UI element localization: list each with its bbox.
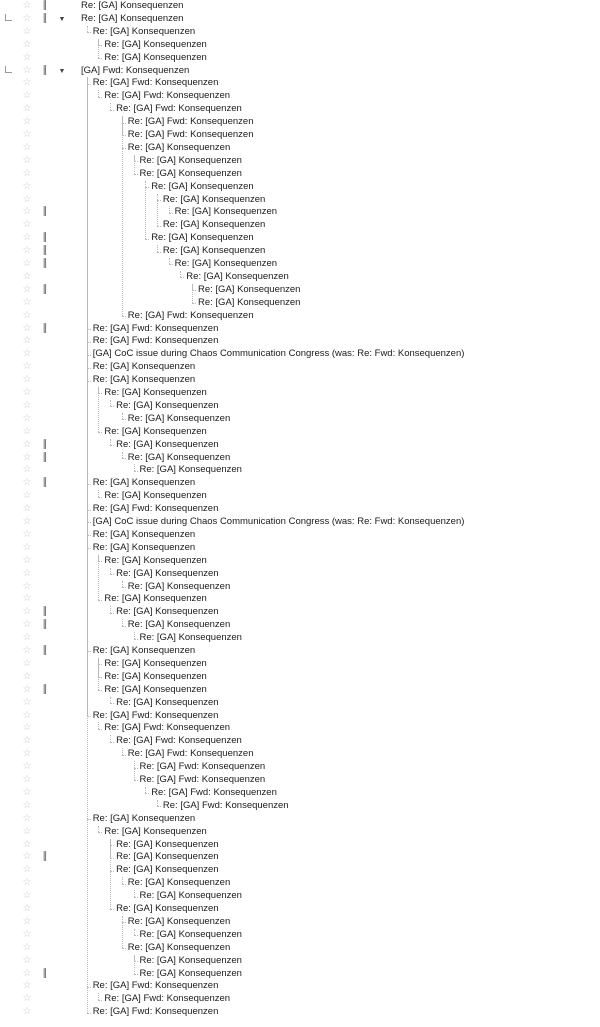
message-subject[interactable]: Re: [GA] Fwd: Konsequenzen bbox=[139, 761, 266, 773]
message-row[interactable] bbox=[0, 632, 600, 645]
thread-icon bbox=[5, 66, 12, 73]
tree-branch bbox=[180, 277, 184, 278]
message-subject[interactable]: Re: [GA] Konsequenzen bbox=[104, 554, 207, 566]
star-icon[interactable]: ☆ bbox=[22, 64, 32, 76]
tree-line bbox=[98, 658, 99, 690]
star-icon[interactable]: ☆ bbox=[22, 593, 32, 605]
tree-branch bbox=[110, 110, 114, 111]
message-row[interactable] bbox=[0, 761, 600, 774]
message-row[interactable] bbox=[0, 116, 600, 129]
star-icon[interactable]: ☆ bbox=[22, 335, 32, 347]
star-icon[interactable]: ☆ bbox=[22, 232, 32, 244]
message-row[interactable] bbox=[0, 142, 600, 155]
star-icon[interactable]: ☆ bbox=[22, 309, 32, 321]
message-subject[interactable]: Re: [GA] Konsequenzen bbox=[104, 683, 207, 695]
message-subject[interactable]: Re: [GA] Fwd: Konsequenzen bbox=[127, 116, 254, 128]
message-subject[interactable]: Re: [GA] Konsequenzen bbox=[174, 258, 278, 269]
star-icon[interactable]: ☆ bbox=[22, 799, 32, 811]
message-row[interactable] bbox=[0, 993, 600, 1006]
message-row[interactable] bbox=[0, 65, 600, 78]
message-row[interactable] bbox=[0, 890, 600, 903]
message-subject[interactable]: Re: [GA] Konsequenzen bbox=[116, 606, 219, 618]
star-icon[interactable]: ☆ bbox=[22, 903, 32, 914]
message-subject[interactable]: Re: [GA] Konsequenzen bbox=[116, 851, 219, 863]
message-subject[interactable]: Re: [GA] Konsequenzen bbox=[139, 167, 242, 179]
message-subject[interactable]: Re: [GA] Konsequenzen bbox=[104, 670, 207, 682]
star-icon[interactable]: ☆ bbox=[22, 516, 32, 527]
tree-branch bbox=[98, 58, 102, 59]
message-subject[interactable]: Re: [GA] Fwd: Konsequenzen bbox=[104, 993, 231, 1005]
tree-branch bbox=[122, 755, 126, 756]
message-subject[interactable]: Re: [GA] Konsequenzen bbox=[139, 632, 242, 644]
star-icon[interactable]: ☆ bbox=[22, 38, 32, 50]
star-icon[interactable]: ☆ bbox=[22, 180, 32, 192]
paperclip-icon: ∥ bbox=[42, 322, 48, 334]
message-row[interactable] bbox=[0, 426, 600, 439]
message-subject[interactable]: Re: [GA] Fwd: Konsequenzen bbox=[162, 799, 289, 811]
star-icon[interactable]: ☆ bbox=[22, 477, 32, 489]
message-row[interactable] bbox=[0, 942, 600, 955]
message-row[interactable] bbox=[0, 284, 600, 297]
message-subject[interactable]: Re: [GA] Konsequenzen bbox=[104, 425, 207, 437]
star-icon[interactable]: ☆ bbox=[22, 915, 32, 927]
tree-line bbox=[145, 181, 146, 239]
tree-line bbox=[122, 116, 123, 316]
tree-branch bbox=[134, 174, 138, 175]
star-icon[interactable]: ☆ bbox=[22, 696, 32, 708]
message-row[interactable] bbox=[0, 297, 600, 310]
star-icon[interactable]: ☆ bbox=[22, 374, 32, 386]
paperclip-icon: ∥ bbox=[42, 619, 48, 631]
message-row[interactable] bbox=[0, 916, 600, 929]
message-row[interactable] bbox=[0, 774, 600, 787]
star-icon[interactable]: ☆ bbox=[22, 399, 32, 411]
star-icon[interactable]: ☆ bbox=[22, 838, 32, 850]
star-icon[interactable]: ☆ bbox=[22, 619, 32, 631]
star-icon[interactable]: ☆ bbox=[22, 709, 32, 721]
message-subject[interactable]: Re: [GA] Fwd: Konsequenzen bbox=[127, 129, 254, 140]
tree-branch bbox=[122, 587, 126, 588]
message-row[interactable] bbox=[0, 181, 600, 194]
star-icon[interactable]: ☆ bbox=[22, 967, 32, 979]
star-icon[interactable]: ☆ bbox=[22, 490, 32, 502]
message-subject[interactable]: Re: [GA] Konsequenzen bbox=[104, 825, 207, 837]
tree-branch bbox=[157, 806, 161, 807]
paperclip-icon: ∥ bbox=[42, 851, 48, 863]
message-subject[interactable]: Re: [GA] Konsequenzen bbox=[139, 928, 242, 940]
tree-line bbox=[87, 77, 88, 1012]
star-icon[interactable]: ☆ bbox=[22, 464, 32, 476]
tree-branch bbox=[98, 832, 102, 833]
message-subject[interactable]: Re: [GA] Konsequenzen bbox=[116, 399, 219, 411]
paperclip-icon: ∥ bbox=[42, 232, 48, 244]
star-icon[interactable]: ☆ bbox=[22, 167, 32, 179]
message-subject[interactable]: Re: [GA] Konsequenzen bbox=[92, 25, 196, 37]
message-subject[interactable]: Re: [GA] Konsequenzen bbox=[151, 180, 254, 192]
tree-branch bbox=[169, 213, 173, 214]
message-row[interactable] bbox=[0, 864, 600, 877]
message-row[interactable] bbox=[0, 581, 600, 594]
paperclip-icon: ∥ bbox=[42, 0, 48, 11]
message-row[interactable] bbox=[0, 748, 600, 761]
star-icon[interactable]: ☆ bbox=[22, 632, 32, 644]
tree-branch bbox=[110, 613, 114, 614]
message-subject[interactable]: Re: [GA] Fwd: Konsequenzen bbox=[92, 77, 219, 89]
message-subject[interactable]: Re: [GA] Konsequenzen bbox=[104, 387, 207, 398]
tree-line bbox=[110, 839, 111, 910]
message-subject[interactable]: Re: [GA] Fwd: Konsequenzen bbox=[151, 786, 277, 798]
star-icon[interactable]: ☆ bbox=[22, 954, 32, 966]
message-row[interactable] bbox=[0, 52, 600, 65]
tree-branch bbox=[122, 884, 126, 885]
tree-branch bbox=[98, 729, 102, 730]
message-subject[interactable]: Re: [GA] Konsequenzen bbox=[92, 812, 196, 824]
message-subject[interactable]: Re: [GA] Konsequenzen bbox=[174, 206, 278, 218]
star-icon[interactable]: ☆ bbox=[22, 567, 32, 579]
tree-branch bbox=[110, 574, 114, 575]
message-subject[interactable]: Re: [GA] Konsequenzen bbox=[127, 915, 231, 927]
message-row[interactable] bbox=[0, 400, 600, 413]
message-row[interactable] bbox=[0, 168, 600, 181]
star-icon[interactable]: ☆ bbox=[22, 116, 32, 128]
star-icon[interactable]: ☆ bbox=[22, 683, 32, 695]
message-subject[interactable]: Re: [GA] Konsequenzen bbox=[139, 154, 242, 166]
tree-branch bbox=[134, 471, 138, 472]
message-row[interactable] bbox=[0, 310, 600, 323]
message-subject[interactable]: Re: [GA] Konsequenzen bbox=[92, 477, 196, 489]
message-subject[interactable]: Re: [GA] Konsequenzen bbox=[139, 954, 242, 966]
star-icon[interactable]: ☆ bbox=[22, 941, 32, 953]
message-row[interactable] bbox=[0, 0, 600, 13]
message-subject[interactable]: Re: [GA] Fwd: Konsequenzen bbox=[104, 722, 231, 734]
message-subject[interactable]: Re: [GA] Konsequenzen bbox=[104, 593, 207, 605]
message-row[interactable] bbox=[0, 103, 600, 116]
tree-line bbox=[192, 284, 193, 303]
tree-line bbox=[134, 761, 135, 780]
tree-branch bbox=[110, 909, 114, 910]
star-icon[interactable]: ☆ bbox=[22, 258, 32, 269]
paperclip-icon: ∥ bbox=[42, 64, 48, 76]
message-subject[interactable]: Re: [GA] Konsequenzen bbox=[186, 270, 289, 282]
star-icon[interactable]: ☆ bbox=[22, 90, 32, 102]
message-subject[interactable]: Re: [GA] Fwd: Konsequenzen bbox=[104, 90, 231, 102]
star-icon[interactable]: ☆ bbox=[22, 245, 32, 257]
message-row[interactable] bbox=[0, 155, 600, 168]
message-subject[interactable]: Re: [GA] Konsequenzen bbox=[127, 451, 231, 463]
message-subject[interactable]: Re: [GA] Konsequenzen bbox=[104, 657, 207, 669]
message-row[interactable] bbox=[0, 387, 600, 400]
message-subject[interactable]: Re: [GA] Konsequenzen bbox=[81, 12, 184, 24]
paperclip-icon: ∥ bbox=[42, 645, 48, 656]
message-subject[interactable]: Re: [GA] Konsequenzen bbox=[198, 296, 301, 308]
tree-branch bbox=[122, 458, 126, 459]
tree-branch bbox=[134, 780, 138, 781]
star-icon[interactable]: ☆ bbox=[22, 761, 32, 773]
message-row[interactable] bbox=[0, 232, 600, 245]
tree-line bbox=[98, 387, 99, 432]
message-subject[interactable]: Re: [GA] Fwd: Konsequenzen bbox=[92, 980, 219, 992]
message-row[interactable] bbox=[0, 619, 600, 632]
star-icon[interactable]: ☆ bbox=[22, 1006, 32, 1018]
message-row[interactable] bbox=[0, 194, 600, 207]
star-icon[interactable]: ☆ bbox=[22, 283, 32, 295]
paperclip-icon: ∥ bbox=[42, 438, 48, 450]
message-subject[interactable]: Re: [GA] Konsequenzen bbox=[139, 464, 242, 476]
tree-branch bbox=[134, 639, 138, 640]
star-icon[interactable]: ☆ bbox=[22, 645, 32, 656]
star-icon[interactable]: ☆ bbox=[22, 748, 32, 760]
paperclip-icon: ∥ bbox=[42, 258, 48, 269]
star-icon[interactable]: ☆ bbox=[22, 528, 32, 540]
star-icon[interactable]: ☆ bbox=[22, 606, 32, 618]
message-subject[interactable]: Re: [GA] Fwd: Konsequenzen bbox=[116, 103, 242, 115]
message-subject[interactable]: Re: [GA] Konsequenzen bbox=[127, 619, 231, 631]
tree-branch bbox=[134, 974, 138, 975]
message-subject[interactable]: Re: [GA] Konsequenzen bbox=[116, 567, 219, 579]
tree-branch bbox=[110, 406, 114, 407]
star-icon[interactable]: ☆ bbox=[22, 438, 32, 450]
star-icon[interactable]: ☆ bbox=[22, 851, 32, 863]
message-row[interactable] bbox=[0, 568, 600, 581]
star-icon[interactable]: ☆ bbox=[22, 993, 32, 1005]
star-icon[interactable]: ☆ bbox=[22, 980, 32, 992]
message-subject[interactable]: Re: [GA] Konsequenzen bbox=[104, 38, 207, 50]
tree-branch bbox=[110, 703, 114, 704]
message-subject[interactable]: Re: [GA] Fwd: Konsequenzen bbox=[92, 503, 219, 515]
tree-branch bbox=[122, 948, 126, 949]
tree-branch bbox=[87, 1013, 91, 1014]
paperclip-icon: ∥ bbox=[42, 12, 48, 24]
message-subject[interactable]: Re: [GA] Konsequenzen bbox=[92, 645, 196, 656]
tree-branch bbox=[192, 303, 196, 304]
star-icon[interactable]: ☆ bbox=[22, 890, 32, 902]
message-row[interactable] bbox=[0, 413, 600, 426]
message-row[interactable] bbox=[0, 219, 600, 232]
message-row[interactable] bbox=[0, 722, 600, 735]
tree-branch bbox=[122, 316, 126, 317]
message-row[interactable] bbox=[0, 735, 600, 748]
message-row[interactable] bbox=[0, 877, 600, 890]
tree-line bbox=[134, 955, 135, 974]
star-icon[interactable]: ☆ bbox=[22, 412, 32, 424]
message-subject[interactable]: Re: [GA] Konsequenzen bbox=[162, 193, 266, 205]
message-row[interactable] bbox=[0, 929, 600, 942]
star-icon[interactable]: ☆ bbox=[22, 141, 32, 153]
star-icon[interactable]: ☆ bbox=[22, 103, 32, 115]
message-subject[interactable]: Re: [GA] Konsequenzen bbox=[127, 580, 231, 592]
star-icon[interactable]: ☆ bbox=[22, 451, 32, 463]
message-row[interactable] bbox=[0, 555, 600, 568]
message-subject[interactable]: Re: [GA] Fwd: Konsequenzen bbox=[127, 748, 254, 760]
message-row[interactable] bbox=[0, 206, 600, 219]
tree-line bbox=[134, 155, 135, 174]
star-icon[interactable]: ☆ bbox=[22, 541, 32, 553]
star-icon[interactable]: ☆ bbox=[22, 580, 32, 592]
tree-branch bbox=[122, 419, 126, 420]
message-subject[interactable]: Re: [GA] Konsequenzen bbox=[92, 361, 196, 373]
message-subject[interactable]: Re: [GA] Konsequenzen bbox=[104, 490, 207, 502]
message-subject[interactable]: Re: [GA] Konsequenzen bbox=[81, 0, 184, 11]
star-icon[interactable]: ☆ bbox=[22, 825, 32, 837]
star-icon[interactable]: ☆ bbox=[22, 361, 32, 373]
star-icon[interactable]: ☆ bbox=[22, 51, 32, 63]
tree-branch bbox=[98, 1000, 102, 1001]
message-row[interactable] bbox=[0, 464, 600, 477]
message-row[interactable] bbox=[0, 39, 600, 52]
star-icon[interactable]: ☆ bbox=[22, 864, 32, 876]
message-subject[interactable]: Re: [GA] Konsequenzen bbox=[151, 232, 254, 244]
message-row[interactable] bbox=[0, 787, 600, 800]
tree-line bbox=[122, 916, 123, 948]
message-row[interactable] bbox=[0, 245, 600, 258]
star-icon[interactable]: ☆ bbox=[22, 735, 32, 747]
tree-branch bbox=[110, 742, 114, 743]
message-subject[interactable]: Re: [GA] Konsequenzen bbox=[116, 438, 219, 450]
paperclip-icon: ∥ bbox=[42, 683, 48, 695]
star-icon[interactable]: ☆ bbox=[22, 877, 32, 889]
tree-branch bbox=[145, 793, 149, 794]
message-subject[interactable]: Re: [GA] Konsequenzen bbox=[116, 903, 219, 914]
tree-branch bbox=[87, 32, 91, 33]
star-icon[interactable]: ☆ bbox=[22, 0, 32, 11]
star-icon[interactable]: ☆ bbox=[22, 296, 32, 308]
message-subject[interactable]: Re: [GA] Konsequenzen bbox=[139, 967, 242, 979]
paperclip-icon: ∥ bbox=[42, 245, 48, 257]
message-row[interactable] bbox=[0, 851, 600, 864]
star-icon[interactable]: ☆ bbox=[22, 77, 32, 89]
paperclip-icon: ∥ bbox=[42, 451, 48, 463]
message-subject[interactable]: Re: [GA] Fwd: Konsequenzen bbox=[139, 774, 266, 785]
star-icon[interactable]: ☆ bbox=[22, 928, 32, 940]
tree-branch bbox=[122, 626, 126, 627]
star-icon[interactable]: ☆ bbox=[22, 670, 32, 682]
message-subject[interactable]: Re: [GA] Fwd: Konsequenzen bbox=[116, 735, 242, 747]
message-subject[interactable]: Re: [GA] Fwd: Konsequenzen bbox=[92, 335, 219, 347]
message-subject[interactable]: Re: [GA] Konsequenzen bbox=[127, 412, 231, 424]
message-subject[interactable]: Re: [GA] Konsequenzen bbox=[92, 374, 196, 386]
message-subject[interactable]: Re: [GA] Fwd: Konsequenzen bbox=[92, 1006, 219, 1018]
message-row[interactable] bbox=[0, 903, 600, 916]
message-row[interactable] bbox=[0, 13, 600, 26]
message-row[interactable] bbox=[0, 671, 600, 684]
message-row[interactable] bbox=[0, 658, 600, 671]
paperclip-icon: ∥ bbox=[42, 967, 48, 979]
message-subject[interactable]: Re: [GA] Konsequenzen bbox=[92, 528, 196, 540]
message-subject[interactable]: Re: [GA] Konsequenzen bbox=[127, 941, 231, 953]
star-icon[interactable]: ☆ bbox=[22, 25, 32, 37]
message-row[interactable] bbox=[0, 258, 600, 271]
star-icon[interactable]: ☆ bbox=[22, 348, 32, 360]
star-icon[interactable]: ☆ bbox=[22, 425, 32, 437]
tree-branch bbox=[98, 497, 102, 498]
message-row[interactable] bbox=[0, 968, 600, 981]
message-subject[interactable]: Re: [GA] Konsequenzen bbox=[198, 283, 301, 295]
star-icon[interactable]: ☆ bbox=[22, 722, 32, 734]
star-icon[interactable]: ☆ bbox=[22, 387, 32, 398]
star-icon[interactable]: ☆ bbox=[22, 812, 32, 824]
message-subject[interactable]: Re: [GA] Konsequenzen bbox=[127, 877, 231, 889]
triangle-down-icon[interactable]: ▼ bbox=[58, 67, 66, 75]
paperclip-icon: ∥ bbox=[42, 283, 48, 295]
message-subject[interactable]: Re: [GA] Konsequenzen bbox=[116, 864, 219, 876]
tree-branch bbox=[98, 690, 102, 691]
message-row[interactable] bbox=[0, 955, 600, 968]
message-row[interactable] bbox=[0, 490, 600, 503]
message-row[interactable] bbox=[0, 271, 600, 284]
paperclip-icon: ∥ bbox=[42, 606, 48, 618]
message-row[interactable] bbox=[0, 684, 600, 697]
message-row[interactable] bbox=[0, 452, 600, 465]
tree-branch bbox=[98, 97, 102, 98]
tree-line bbox=[98, 555, 99, 600]
message-subject[interactable]: Re: [GA] Konsequenzen bbox=[139, 890, 242, 902]
message-row[interactable] bbox=[0, 593, 600, 606]
message-subject[interactable]: Re: [GA] Konsequenzen bbox=[92, 541, 196, 553]
star-icon[interactable]: ☆ bbox=[22, 786, 32, 798]
message-subject[interactable]: [GA] CoC issue during Chaos Communication Congress (was: Re: Fwd: Konsequenzen) bbox=[92, 516, 465, 527]
tree-branch bbox=[110, 445, 114, 446]
tree-line bbox=[157, 194, 158, 226]
message-row[interactable] bbox=[0, 826, 600, 839]
tree-branch bbox=[134, 897, 138, 898]
star-icon[interactable]: ☆ bbox=[22, 12, 32, 24]
star-icon[interactable]: ☆ bbox=[22, 193, 32, 205]
star-icon[interactable]: ☆ bbox=[22, 206, 32, 218]
tree-line bbox=[98, 39, 99, 58]
message-subject[interactable]: Re: [GA] Konsequenzen bbox=[116, 838, 219, 850]
tree-branch bbox=[169, 264, 173, 265]
paperclip-icon: ∥ bbox=[42, 477, 48, 489]
star-icon[interactable]: ☆ bbox=[22, 554, 32, 566]
message-row[interactable] bbox=[0, 800, 600, 813]
star-icon[interactable]: ☆ bbox=[22, 774, 32, 785]
message-subject[interactable]: [GA] CoC issue during Chaos Communication Congress (was: Re: Fwd: Konsequenzen) bbox=[92, 348, 465, 360]
star-icon[interactable]: ☆ bbox=[22, 129, 32, 140]
message-row[interactable] bbox=[0, 439, 600, 452]
message-subject[interactable]: Re: [GA] Konsequenzen bbox=[162, 245, 266, 257]
tree-branch bbox=[98, 432, 102, 433]
message-row[interactable] bbox=[0, 606, 600, 619]
message-row[interactable] bbox=[0, 90, 600, 103]
message-subject[interactable]: Re: [GA] Konsequenzen bbox=[116, 696, 219, 708]
message-subject[interactable]: Re: [GA] Konsequenzen bbox=[162, 219, 266, 231]
message-subject[interactable]: [GA] Fwd: Konsequenzen bbox=[81, 64, 190, 76]
star-icon[interactable]: ☆ bbox=[22, 154, 32, 166]
message-subject[interactable]: Re: [GA] Konsequenzen bbox=[104, 51, 207, 63]
paperclip-icon: ∥ bbox=[42, 206, 48, 218]
message-row[interactable] bbox=[0, 839, 600, 852]
thread-icon bbox=[5, 14, 12, 21]
star-icon[interactable]: ☆ bbox=[22, 503, 32, 515]
message-subject[interactable]: Re: [GA] Konsequenzen bbox=[127, 141, 231, 153]
message-subject[interactable]: Re: [GA] Fwd: Konsequenzen bbox=[127, 309, 254, 321]
message-row[interactable] bbox=[0, 697, 600, 710]
star-icon[interactable]: ☆ bbox=[22, 270, 32, 282]
tree-branch bbox=[157, 252, 161, 253]
star-icon[interactable]: ☆ bbox=[22, 322, 32, 334]
message-subject[interactable]: Re: [GA] Fwd: Konsequenzen bbox=[92, 322, 219, 334]
star-icon[interactable]: ☆ bbox=[22, 219, 32, 231]
triangle-down-icon[interactable]: ▼ bbox=[58, 15, 66, 23]
tree-branch bbox=[134, 935, 138, 936]
message-subject[interactable]: Re: [GA] Fwd: Konsequenzen bbox=[92, 709, 219, 721]
tree-branch bbox=[98, 600, 102, 601]
star-icon[interactable]: ☆ bbox=[22, 657, 32, 669]
tree-branch bbox=[145, 239, 149, 240]
tree-branch bbox=[157, 226, 161, 227]
message-row[interactable] bbox=[0, 129, 600, 142]
